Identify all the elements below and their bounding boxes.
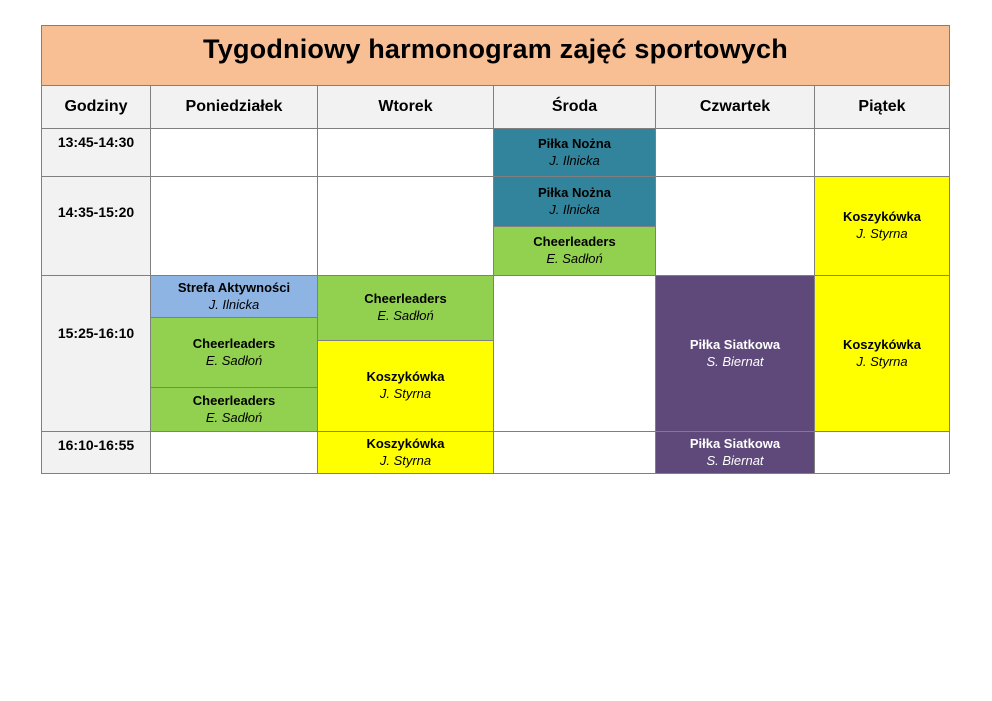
activity-name: Cheerleaders <box>192 392 276 408</box>
activity-pilka-siatkowa <box>655 275 815 432</box>
activity-teacher: J. Styrna <box>856 226 908 241</box>
empty-cell <box>814 431 950 474</box>
time-slot-4: 16:10-16:55 <box>41 431 151 474</box>
activity-name: Cheerleaders <box>533 234 616 250</box>
empty-cell <box>814 128 950 177</box>
activity-name: Piłka Siatkowa <box>689 336 781 352</box>
empty-cell <box>150 176 318 276</box>
activity-koszykowka <box>814 176 950 276</box>
activity-koszykowka <box>814 275 950 432</box>
schedule-title: Tygodniowy harmonogram zajęć sportowych <box>41 25 950 86</box>
empty-cell <box>655 128 815 177</box>
empty-cell <box>493 275 656 432</box>
activity-koszykowka <box>317 340 494 432</box>
activity-teacher: J. Ilnicka <box>549 152 600 168</box>
empty-cell <box>655 176 815 276</box>
header-monday: Poniedziałek <box>150 85 318 129</box>
activity-pilka-nozna <box>493 176 656 227</box>
activity-name: Koszykówka <box>842 336 922 352</box>
activity-pilka-nozna <box>493 128 656 177</box>
activity-teacher: J. Ilnicka <box>549 201 600 217</box>
activity-teacher: E. Sadłoń <box>205 352 263 368</box>
activity-teacher: J. Styrna <box>856 353 908 369</box>
header-wednesday: Środa <box>493 85 656 129</box>
activity-name: Strefa Aktywności <box>177 279 291 295</box>
header-hours: Godziny <box>41 85 151 129</box>
activity-name: Koszykówka <box>366 369 445 385</box>
empty-cell <box>150 128 318 177</box>
header-friday: Piątek <box>814 85 950 129</box>
empty-cell <box>317 176 494 276</box>
activity-name: Cheerleaders <box>192 335 276 351</box>
empty-cell <box>317 128 494 177</box>
empty-cell <box>493 431 656 474</box>
activity-name: Koszykówka <box>842 209 922 225</box>
header-tuesday: Wtorek <box>317 85 494 129</box>
activity-name: Piłka Nożna <box>538 135 611 151</box>
activity-pilka-siatkowa <box>655 431 815 474</box>
activity-cheerleaders <box>150 387 318 432</box>
activity-teacher: E. Sadłoń <box>546 251 603 266</box>
activity-teacher: E. Sadłoń <box>377 308 434 323</box>
header-thursday: Czwartek <box>655 85 815 129</box>
activity-name: Cheerleaders <box>364 291 447 307</box>
activity-cheerleaders <box>493 226 656 276</box>
activity-name: Piłka Siatkowa <box>689 435 781 451</box>
empty-cell <box>150 431 318 474</box>
activity-koszykowka <box>317 431 494 474</box>
time-slot-1: 13:45-14:30 <box>41 128 151 177</box>
activity-strefa-aktywnosci <box>150 275 318 318</box>
activity-name: Piłka Nożna <box>538 184 611 200</box>
activity-teacher: J. Styrna <box>379 452 432 468</box>
time-slot-2: 14:35-15:20 <box>41 176 151 276</box>
activity-teacher: S. Biernat <box>706 353 764 369</box>
activity-teacher: J. Ilnicka <box>208 296 260 312</box>
activity-teacher: S. Biernat <box>706 452 764 468</box>
activity-cheerleaders <box>150 317 318 388</box>
activity-teacher: J. Styrna <box>379 386 432 401</box>
activity-name: Koszykówka <box>366 435 445 451</box>
activity-teacher: E. Sadłoń <box>205 409 263 425</box>
activity-cheerleaders <box>317 275 494 341</box>
time-slot-3: 15:25-16:10 <box>41 275 151 432</box>
